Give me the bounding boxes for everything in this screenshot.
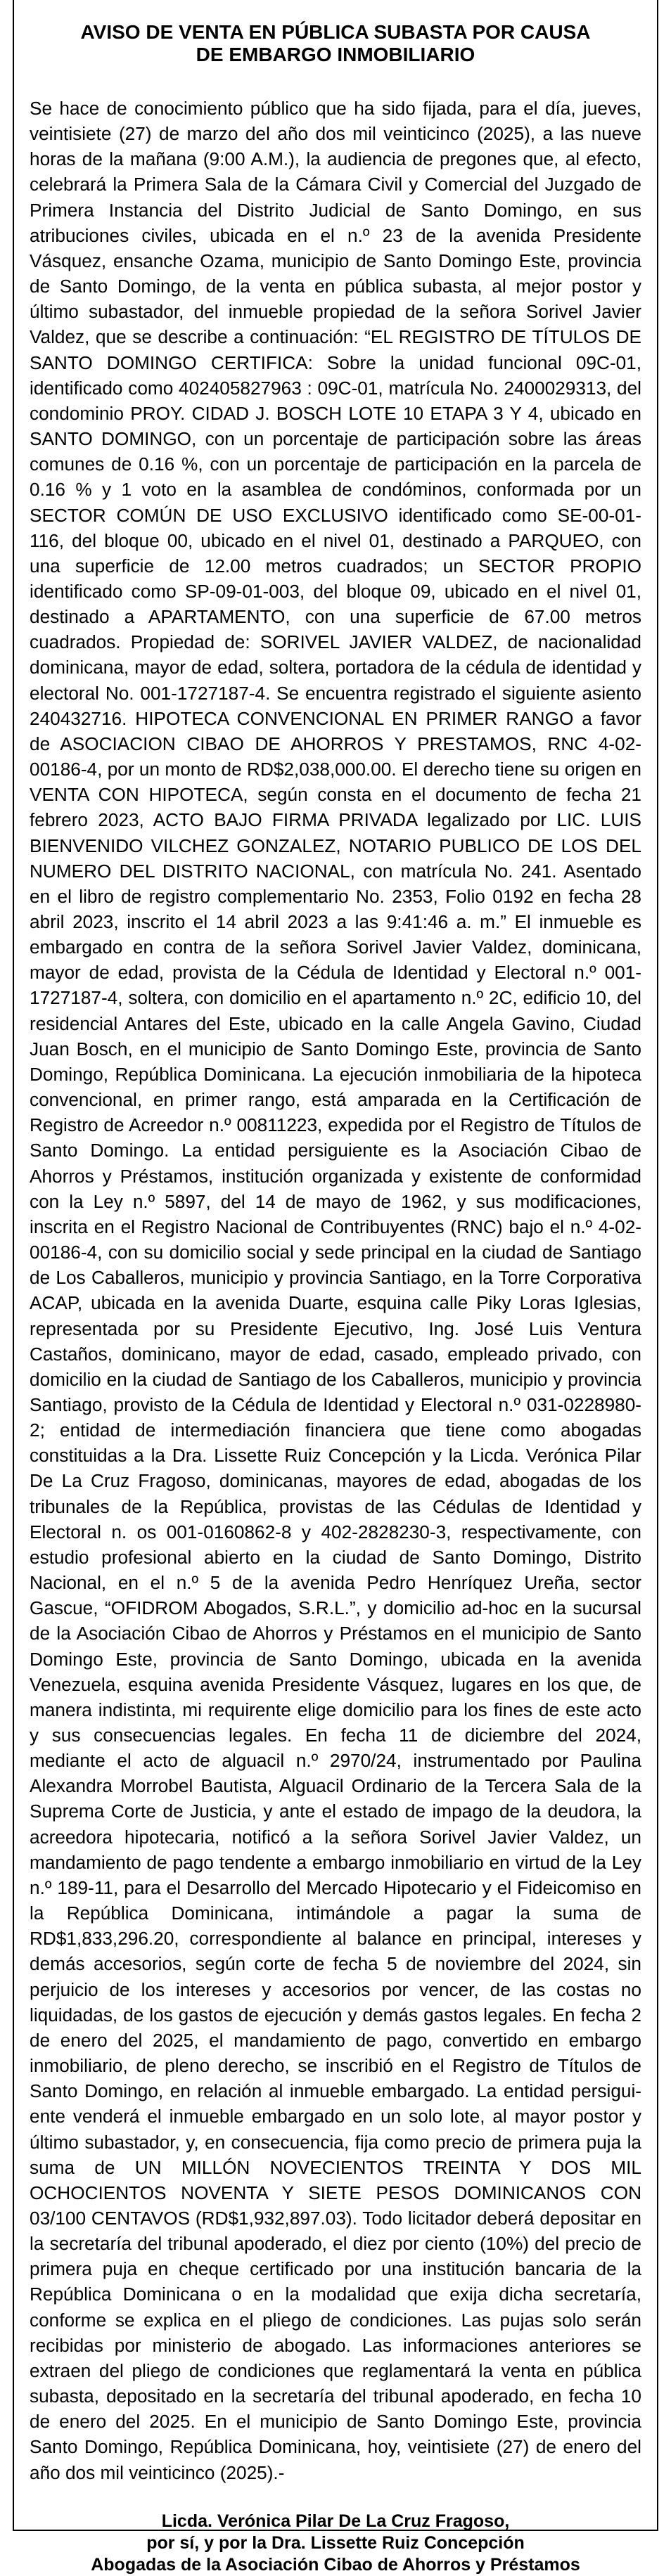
signature-line-2: por sí, y por la Dra. Lissette Ruiz Concepción: [146, 2532, 525, 2553]
notice-title-line-2: DE EMBARGO INMOBILIARIO: [196, 44, 475, 65]
notice-body: Se hace de conocimiento público que ha sido fijada, para el día, jueves, veintisiete (27) de marzo del año dos mil veinticinco (2025), a las nueve horas de la mañana (9:00 A.M.), la audiencia de pregones que, al efecto, celebrará la Primera Sala de la Cámara Civil y Comercial del Juzgado de Primera Instancia del Distrito Judicial de Santo Domingo, en sus atribuciones civiles, ubicada en el n.º 23 de la avenida Presidente Vásquez, ensanche Ozama, municipio de Santo Domingo Este, provincia de Santo Domingo, de la venta en pública subasta, al mejor postor y último subastador, del inmueble propiedad de la señora Sorivel Javier Valdez, que se describe a continuación: “EL REGISTRO DE TÍTULOS DE SANTO DOMINGO CERTIFICA: Sobre la unidad funcional 09C-01, identificado como 402405827963 : 09C-01, matrícula No. 2400029313, del condominio PROY. CIDAD J. BOSCH LOTE 10 ETAPA 3 Y 4, ubicado en SANTO DOMINGO, con un porcentaje de participación sobre las áreas comunes de 0.16 %, con un porcentaje de participación en la parcela de 0.16 % y 1 voto en la asamblea de condóminos, conformada por un SECTOR COMÚN DE USO EXCLUSIVO identificado como SE-00-01- 116, del bloque 00, ubicado en el nivel 01, destinado a PARQUEO, con una superficie de 12.00 metros cuadrados; un SECTOR PROPIO identificado como SP-09-01-003, del bloque 09, ubicado en el nivel 01, destinado a APARTAMENTO, con una superficie de 67.00 metros cuadrados. Propiedad de: SORIVEL JAVIER VALDEZ, de nacionalidad dominicana, mayor de edad, soltera, portadora de la cédula de identidad y electoral No. 001-1727187-4. Se encuentra registrado el siguiente asiento 240432716. HIPOTECA CONVENCIONAL EN PRIMER RANGO a favor de ASOCIACION CIBAO DE AHORROS Y PRESTAMOS, RNC 4-02-00186-4, por un monto de RD$2,038,000.00. El derecho tiene su origen en VENTA CON HIPOTECA, según consta en el documento de fecha 21 febrero 2023, ACTO BAJO FIRMA PRIVADA legalizado por LIC. LUIS BIENVENIDO VILCHEZ GONZALEZ, NOTARIO PUBLICO DE LOS DEL NUMERO DEL DISTRITO NACIONAL, con matrícula No. 241. Asentado en el libro de registro complementario No. 2353, Folio 0192 en fecha 28 abril 2023, inscrito el 14 abril 2023 a las 9:41:46 a. m.” El inmueble es embargado en contra de la señora Sorivel Javier Valdez, dominicana, mayor de edad, provista de la Cédula de Identidad y Electoral n.º 001-1727187-4, soltera, con domicilio en el apartamento n.º 2C, edificio 10, del residencial Antares del Este, ubicado en la calle Angela Gavino, Ciudad Juan Bosch, en el municipio de Santo Domingo Este, provincia de Santo Domingo, República Dominicana. La ejecución inmobiliaria de la hipoteca convencional, en primer rango, está amparada en la Certificación de Registro de Acreedor n.º 00811223, expedida por el Registro de Títulos de Santo Domingo. La entidad persiguiente es la Asociación Cibao de Ahorros y Préstamos, institución organizada y existente de conformidad con la Ley n.º 5897, del 14 de mayo de 1962, y sus modificaciones, inscrita en el Registro Nacional de Contribuyentes (RNC) bajo el n.º 4-02-00186-4, con su domicilio social y sede principal en la ciudad de Santiago de Los Caballeros, municipio y provincia Santiago, en la Torre Corporativa ACAP, ubicada en la avenida Duarte, esquina calle Piky Loras Iglesias, representada por su Presidente Ejecutivo, Ing. José Luis Ventura Castaños, dominicano, mayor de edad, casado, empleado privado, con domicilio en la ciudad de Santiago de los Caballeros, municipio y provincia Santiago, provisto de la Cédula de Identidad y Electoral n.º 031-0228980-2; entidad de intermediación financiera que tiene como abogadas constituidas a la Dra. Lissette Ruiz Concepción y la Licda. Verónica Pilar De La Cruz Fragoso, dominicanas, mayores de edad, abogadas de los tribunales de la República, provistas de las Cédulas de Identidad y Electoral n. os 001-0160862-8 y 402-2828230-3, respectivamente, con estudio profesional abierto en la ciudad de Santo Domingo, Distrito Nacional, en el n.º 5 de la avenida Pedro Henríquez Ureña, sector Gascue, “OFIDROM Abogados, S.R.L.”, y domicilio ad-hoc en la sucursal de la Asociación Cibao de Ahorros y Préstamos en el municipio de Santo Domingo Este, provincia de Santo Domingo, ubicada en la avenida Venezuela, esquina avenida Presidente Vásquez, lugares en los que, de manera indistinta, mi requirente elige domicilio para los fines de este acto y sus consecuencias legales. En fecha 11 de diciembre del 2024, mediante el acto de alguacil n.º 2970/24, instrumentado por Paulina Alexandra Morrobel Bautista, Alguacil Ordinario de la Tercera Sala de la Suprema Corte de Justicia, y ante el estado de impago de la deudora, la acreedora hipotecaria, notificó a la señora Sorivel Javier Valdez, un mandamiento de pago tendente a embargo inmobiliario en virtud de la Ley n.º 189-11, para el Desarrollo del Mercado Hipotecario y el Fideicomiso en la República Dominicana, intimándole a pagar la suma de RD$1,833,296.20, correspondiente al balance en principal, intereses y demás accesorios, según corte de fecha 5 de noviembre del 2024, sin perjuicio de los intereses y accesorios por vencer, de las costas no liquidadas, de los gastos de ejecución y demás gastos legales. En fecha 2 de enero del 2025, el mandamiento de pago, convertido en embargo inmobiliario, de pleno derecho, se inscribió en el Registro de Títulos de Santo Domingo, en relación al inmueble embargado. La entidad persiguiente venderá el inmueble embargado en un solo lote, al mayor postor y último subastador, y, en consecuencia, fija como precio de primera puja la suma de UN MILLÓN NOVECIENTOS TREINTA Y DOS MIL OCHOCIENTOS NOVENTA Y SIETE PESOS DOMINICANOS CON 03/100 CENTAVOS (RD$1,932,897.03). Todo licitador deberá depositar en la secretaría del tribunal apoderado, el diez por ciento (10%) del precio de primera puja en cheque certificado por una institución bancaria de la República Dominicana o en la modalidad que exija dicha secretaría, conforme se explica en el pliego de condiciones. Las pujas solo serán recibidas por ministerio de abogado. Las informaciones anteriores se extraen del pliego de condiciones que reglamentará la venta en pública subasta, depositado en la secretaría del tribunal apoderado, en fecha 10 de enero del 2025. En el municipio de Santo Domingo Este, provincia Santo Domingo, República Dominicana, hoy, veintisiete (27) de enero del año dos mil veinticinco (2025).-: [30, 98, 641, 2483]
legal-notice: [13, 0, 658, 2575]
signature-line-3: Abogadas de la Asociación Cibao de Ahorros y Préstamos: [91, 2554, 580, 2575]
signature-block: [30, 2511, 641, 2576]
notice-title: [30, 21, 641, 66]
notice-title-line-1: AVISO DE VENTA EN PÚBLICA SUBASTA POR CAUSA: [80, 21, 591, 43]
signature-line-1: Licda. Verónica Pilar De La Cruz Fragoso,: [161, 2511, 510, 2531]
